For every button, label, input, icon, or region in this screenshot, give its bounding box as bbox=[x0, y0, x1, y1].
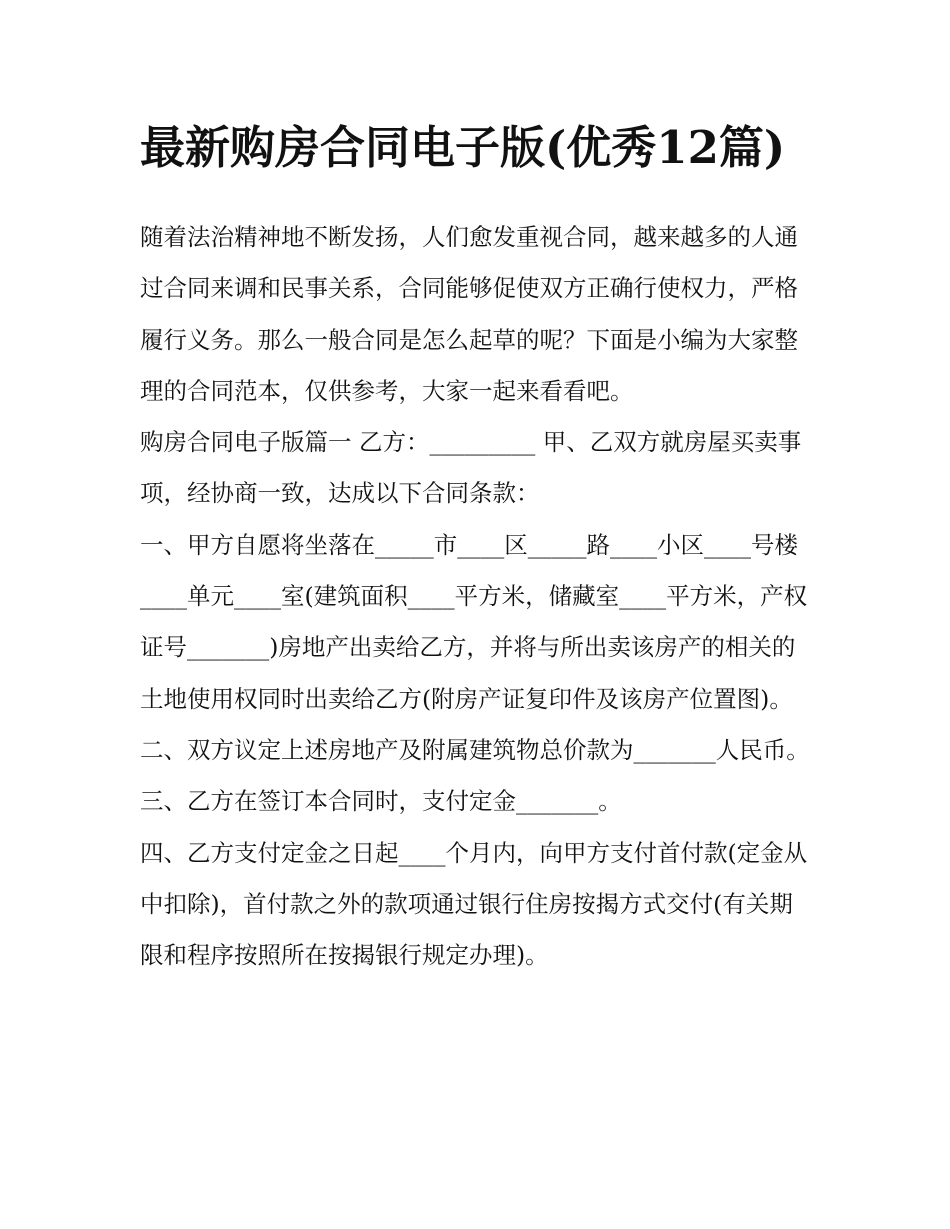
intro-paragraph: 随着法治精神地不断发扬，人们愈发重视合同，越来越多的人通过合同来调和民事关系，合同能够促使双方正确行使权力，严格履行义务。那么一般合同是怎么起草的呢？下面是小编为大家整理的合同范本，仅供参考，大家一起来看看吧。 bbox=[140, 223, 798, 405]
clause-two-three-paragraph: 二、双方议定上述房地产及附属建筑物总价款为_______人民币。 三、乙方在签订本合同时，支付定金_______。 bbox=[140, 735, 810, 816]
clause-one-paragraph: 一、甲方自愿将坐落在_____市____区_____路____小区____号楼____单元____室(建筑面积____平方米，储藏室____平方米，产权证号_______)房地产出卖给乙方，并将与所出卖该房产的相关的土地使用权同时出卖给乙方(附房产证复印件及该房产位置图)。 bbox=[140, 530, 808, 713]
document-title: 最新购房合同电子版(优秀12篇) bbox=[140, 121, 786, 174]
contract-heading-paragraph: 购房合同电子版篇一 乙方：_________ 甲、乙双方就房屋买卖事项，经协商一致，达成以下合同条款： bbox=[140, 428, 802, 508]
document-page bbox=[140, 112, 815, 981]
clause-four-paragraph: 四、乙方支付定金之日起____个月内，向甲方支付首付款(定金从中扣除)，首付款之外的款项通过银行住房按揭方式交付(有关期限和程序按照所在按揭银行规定办理)。 bbox=[140, 838, 808, 970]
